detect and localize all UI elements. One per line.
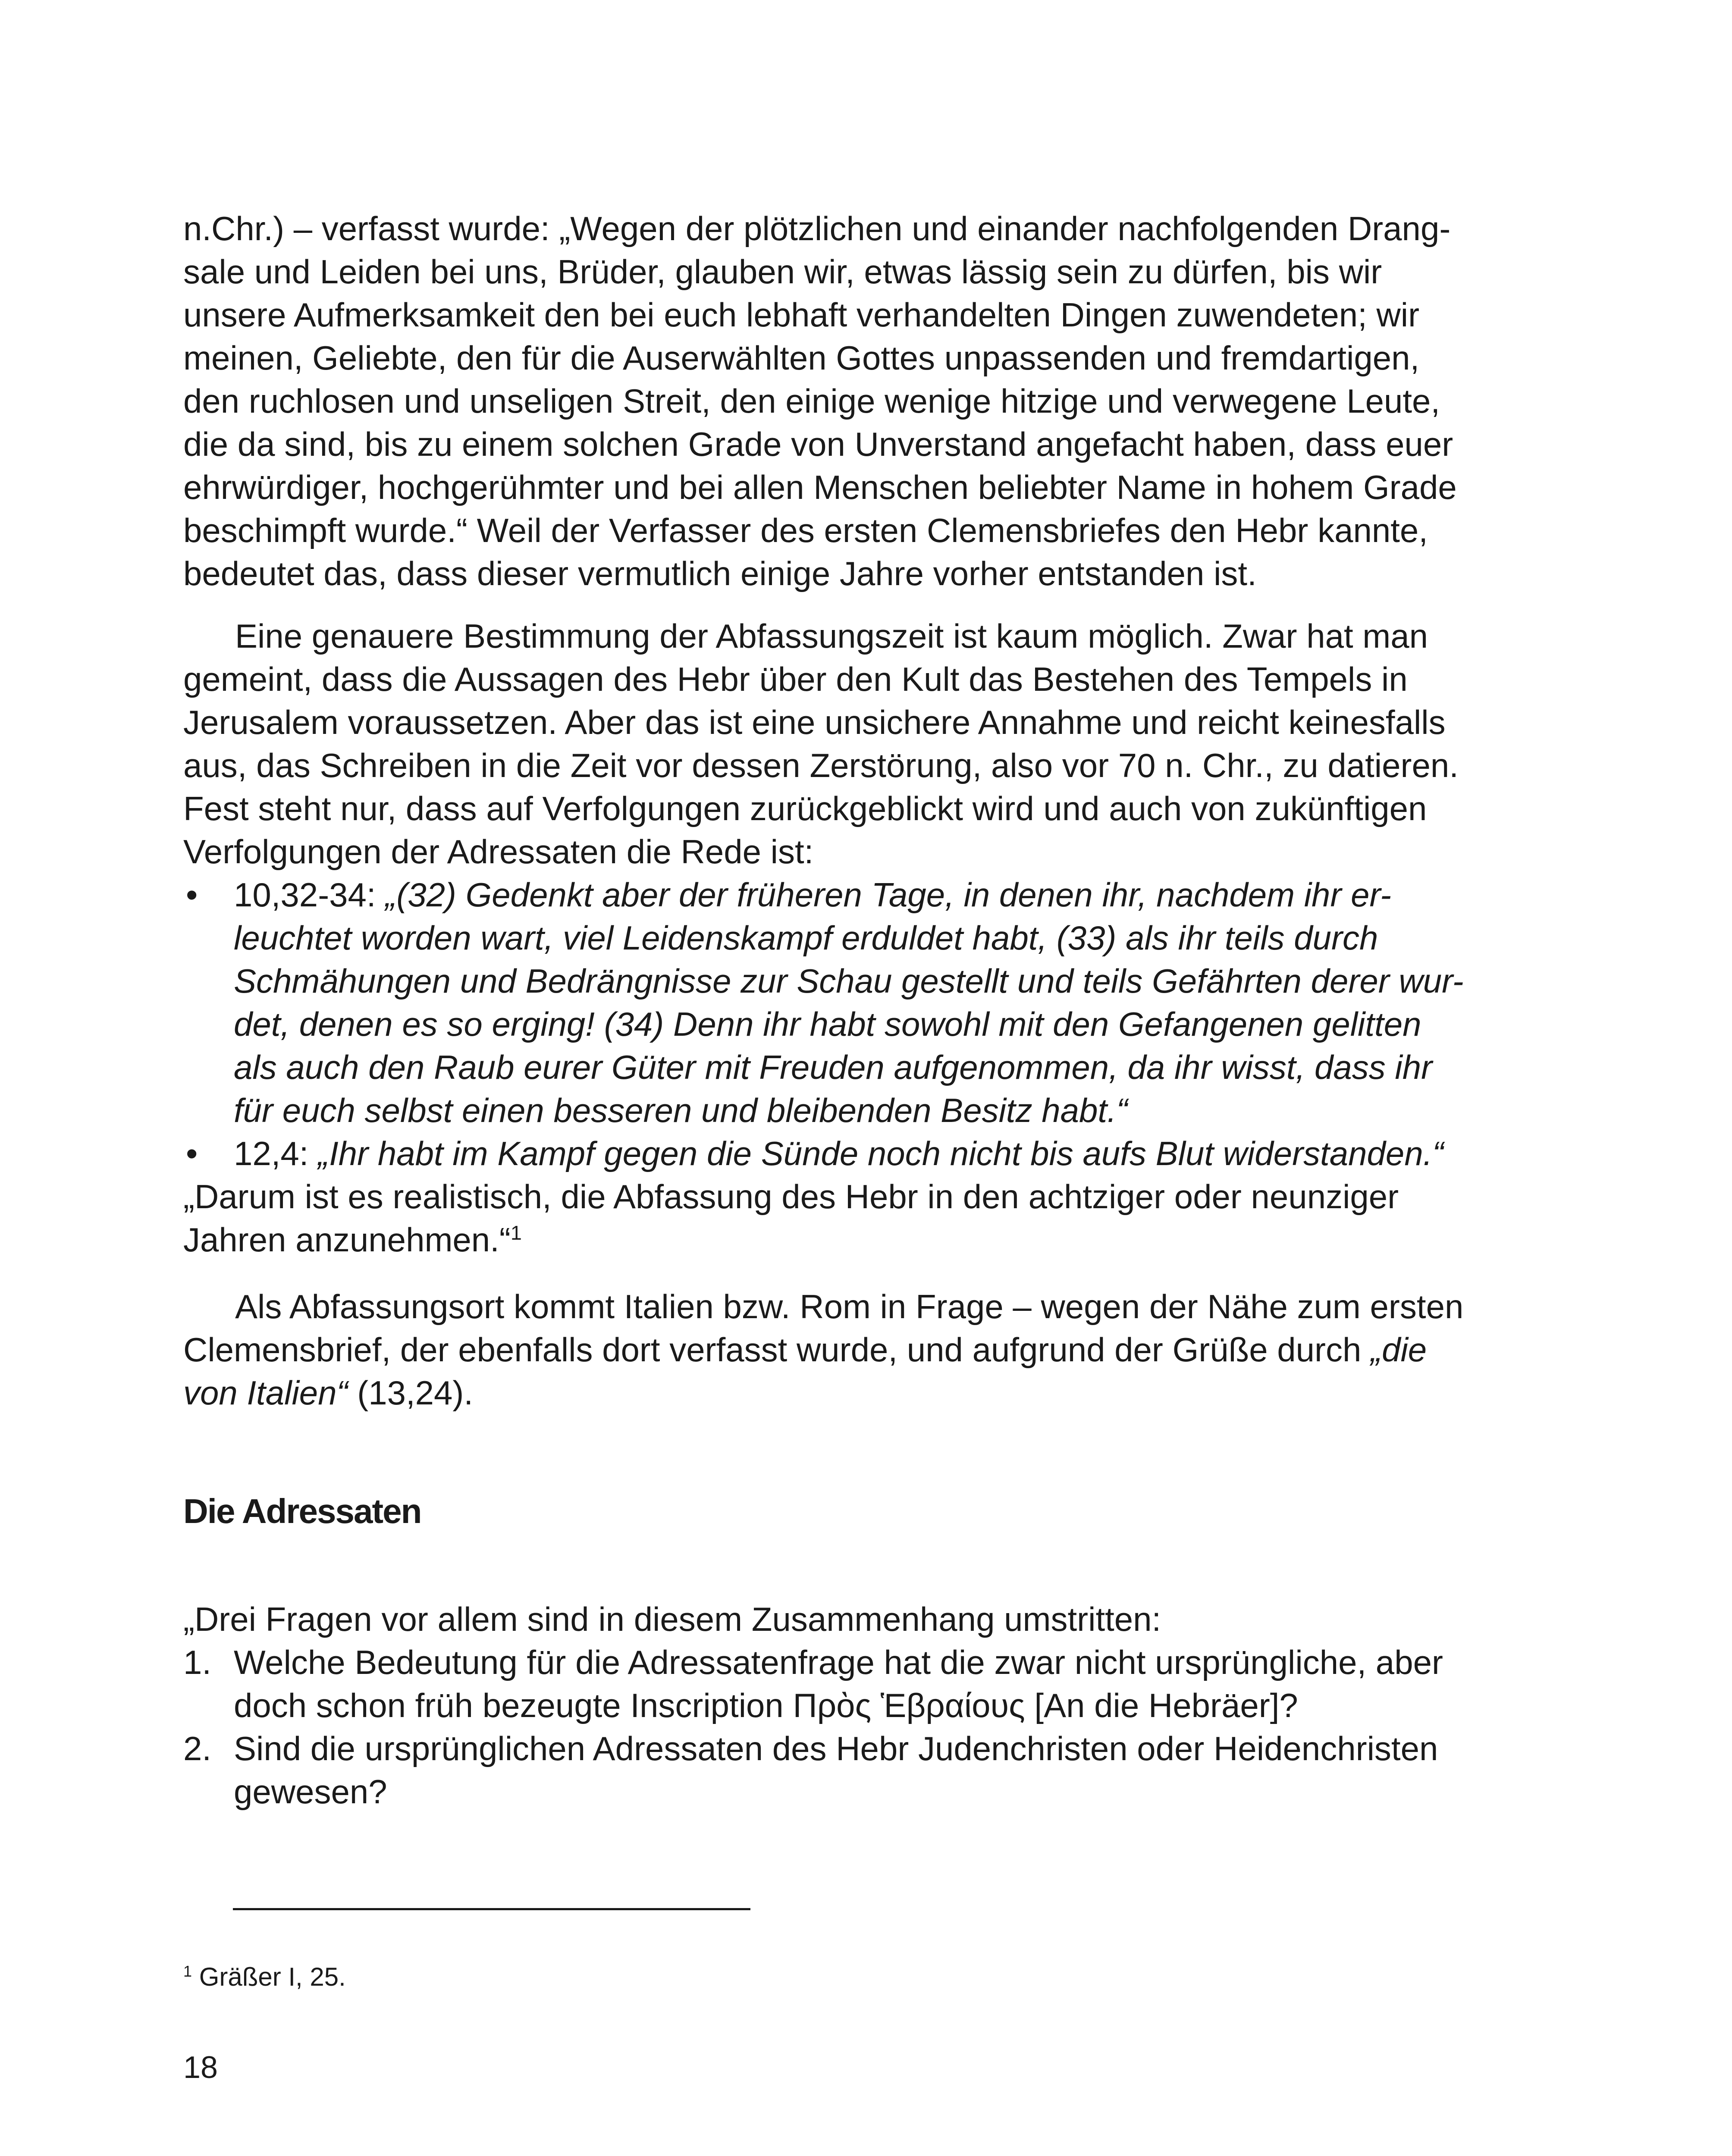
paragraph-2-line: gemeint, dass die Aussagen des Hebr über den Kult das Bestehen des Tempels in xyxy=(183,660,1408,698)
bullet-quote-line: det, denen es so erging! (34) Denn ihr habt sowohl mit den Gefangenen gelitten xyxy=(234,1005,1421,1043)
paragraph-2-line: Verfolgungen der Adressaten die Rede ist: xyxy=(183,833,814,871)
bullet-item-1 xyxy=(183,873,1533,1132)
paragraph-3-line: Jahren anzunehmen.“ xyxy=(183,1221,511,1259)
numbered-line: gewesen? xyxy=(234,1773,387,1811)
bullet-quote-line: für euch selbst einen besseren und bleibenden Besitz habt.“ xyxy=(234,1091,1128,1129)
paragraph-4-quote: „die xyxy=(1371,1331,1427,1369)
numbered-marker: 2. xyxy=(183,1730,212,1767)
numbered-line: Sind die ursprünglichen Adressaten des Hebr Judenchristen oder Heidenchristen xyxy=(234,1730,1438,1767)
paragraph-4-line: (13,24). xyxy=(348,1374,474,1412)
paragraph-2-line: Fest steht nur, dass auf Verfolgungen zurückgeblickt wird und auch von zukünftigen xyxy=(183,790,1427,827)
paragraph-2 xyxy=(183,614,1533,873)
paragraph-1 xyxy=(183,207,1533,595)
paragraph-2-line: Eine genauere Bestimmung der Abfassungszeit ist kaum möglich. Zwar hat man xyxy=(235,617,1428,655)
paragraph-2-line: aus, das Schreiben in die Zeit vor dessen Zerstörung, also vor 70 n. Chr., zu datieren. xyxy=(183,746,1459,784)
bullet-item-2 xyxy=(183,1132,1533,1175)
numbered-item-2 xyxy=(183,1727,1533,1813)
paragraph-3 xyxy=(183,1175,1533,1261)
bullet-marker: • xyxy=(186,1134,198,1172)
paragraph-1-line: meinen, Geliebte, den für die Auserwählten Gottes unpassenden und fremdartigen, xyxy=(183,339,1420,377)
bullet-reference: 10,32-34: xyxy=(234,876,386,914)
paragraph-2-line: Jerusalem voraussetzen. Aber das ist eine unsichere Annahme und reicht keinesfalls xyxy=(183,703,1446,741)
section-heading: Die Adressaten xyxy=(183,1492,421,1530)
paragraph-1-line: n.Chr.) – verfasst wurde: „Wegen der plötzlichen und einander nachfolgenden Drang- xyxy=(183,210,1451,248)
paragraph-4-quote: von Italien“ xyxy=(183,1374,348,1412)
footnote-text: Gräßer I, 25. xyxy=(192,1962,346,1991)
paragraph-1-line: bedeutet das, dass dieser vermutlich einige Jahre vorher entstanden ist. xyxy=(183,555,1257,592)
bullet-quote-line: „(32) Gedenkt aber der früheren Tage, in denen ihr, nachdem ihr er- xyxy=(385,876,1392,914)
paragraph-4 xyxy=(183,1285,1533,1414)
page-number: 18 xyxy=(183,2050,218,2085)
intro-line xyxy=(183,1598,1533,1641)
bullet-reference: 12,4: xyxy=(234,1134,318,1172)
numbered-marker: 1. xyxy=(183,1643,212,1681)
paragraph-1-line: die da sind, bis zu einem solchen Grade von Unverstand angefacht haben, dass euer xyxy=(183,425,1453,463)
paragraph-1-line: sale und Leiden bei uns, Brüder, glauben wir, etwas lässig sein zu dürfen, bis wir xyxy=(183,253,1382,291)
paragraph-4-line: Clemensbrief, der ebenfalls dort verfasst wurde, und aufgrund der Grüße durch xyxy=(183,1331,1371,1369)
footnote xyxy=(183,1960,346,1994)
intro-text: „Drei Fragen vor allem sind in diesem Zusammenhang umstritten: xyxy=(183,1600,1161,1638)
footnote-mark: 1 xyxy=(183,1962,192,1980)
numbered-item-1 xyxy=(183,1641,1533,1727)
bullet-quote-line: leuchtet worden wart, viel Leidenskampf erduldet habt, (33) als ihr teils durch xyxy=(234,919,1378,957)
paragraph-1-line: den ruchlosen und unseligen Streit, den einige wenige hitzige und verwegene Leute, xyxy=(183,382,1440,420)
paragraph-4-line: Als Abfassungsort kommt Italien bzw. Rom in Frage – wegen der Nähe zum ersten xyxy=(235,1288,1464,1326)
paragraph-1-line: unsere Aufmerksamkeit den bei euch lebhaft verhandelten Dingen zuwendeten; wir xyxy=(183,296,1420,334)
numbered-line: Welche Bedeutung für die Adressatenfrage hat die zwar nicht ursprüngliche, aber xyxy=(234,1643,1443,1681)
bullet-quote-line: als auch den Raub eurer Güter mit Freuden aufgenommen, da ihr wisst, dass ihr xyxy=(234,1048,1433,1086)
numbered-list xyxy=(183,1641,1533,1813)
paragraph-1-line: beschimpft wurde.“ Weil der Verfasser des ersten Clemensbriefes den Hebr kannte, xyxy=(183,511,1428,549)
paragraph-3-line: „Darum ist es realistisch, die Abfassung des Hebr in den achtziger oder neunziger xyxy=(183,1178,1399,1216)
footnote-reference[interactable]: 1 xyxy=(510,1222,522,1244)
numbered-line: doch schon früh bezeugte Inscription Πρὸς Ἑβραίους [An die Hebräer]? xyxy=(234,1686,1298,1724)
bullet-quote-line: „Ihr habt im Kampf gegen die Sünde noch nicht bis aufs Blut widerstanden.“ xyxy=(318,1134,1444,1172)
bullet-quote-line: Schmähungen und Bedrängnisse zur Schau gestellt und teils Gefährten derer wur- xyxy=(234,962,1464,1000)
paragraph-1-line: ehrwürdiger, hochgerühmter und bei allen Menschen beliebter Name in hohem Grade xyxy=(183,468,1457,506)
bullet-list xyxy=(183,873,1533,1175)
footnote-separator xyxy=(233,1908,750,1910)
bullet-marker: • xyxy=(186,876,198,914)
